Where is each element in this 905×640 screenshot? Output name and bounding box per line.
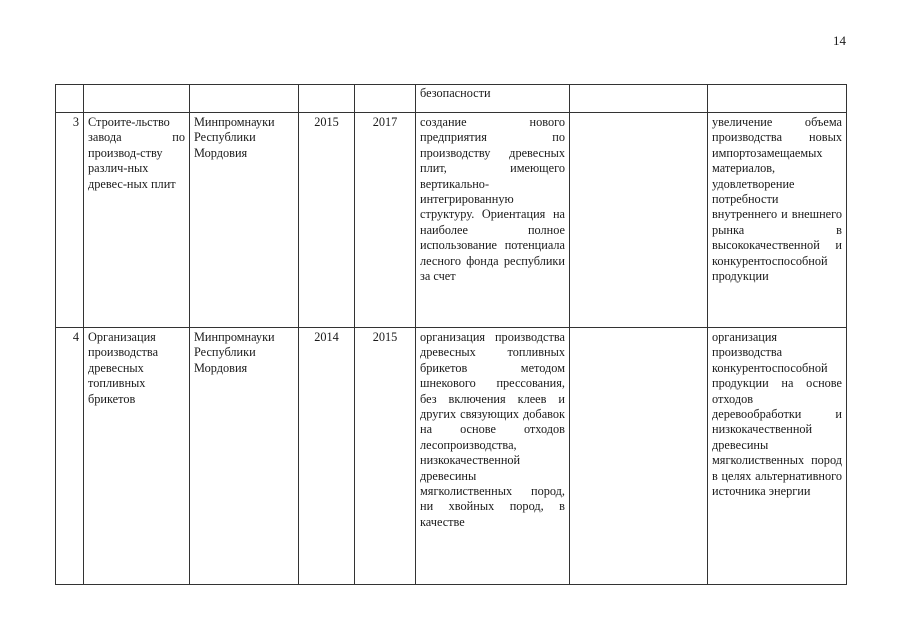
- cell-description: безопасности: [416, 85, 570, 113]
- cell-executor: Минпромнауки Республики Мордовия: [190, 328, 299, 585]
- cell-number: [56, 85, 84, 113]
- cell-description: организация производства древесных топливных брикетов методом шнекового прессования, без включения клеев и других связующих добавок на основе отходов лесопроизводства, низкокачественной древесины мягколиственных пород, ни хвойных пород, в качестве: [416, 328, 570, 585]
- cell-funding: [570, 113, 708, 328]
- table-row: [56, 328, 847, 585]
- cell-event-name: Строите-льство завода по производ-ству различ-ных древес-ных плит: [84, 113, 190, 328]
- cell-event-name: [84, 85, 190, 113]
- cell-result: увеличение объема производства новых импортозамещаемых материалов, удовлетворение потребности внутреннего и внешнего рынка в высококачественной и конкурентоспособной продукции: [708, 113, 847, 328]
- cell-start-year: 2014: [299, 328, 355, 585]
- table-row: [56, 113, 847, 328]
- cell-executor: [190, 85, 299, 113]
- cell-funding: [570, 328, 708, 585]
- cell-executor: Минпромнауки Республики Мордовия: [190, 113, 299, 328]
- cell-event-name: Организация производства древесных топливных брикетов: [84, 328, 190, 585]
- cell-result: [708, 85, 847, 113]
- page-number: 14: [833, 33, 846, 48]
- cell-result: организация производства конкурентоспособной продукции на основе отходов деревообработки и низкокачественной древесины мягколиственных пород в целях альтернативного источника энергии: [708, 328, 847, 585]
- cell-end-year: 2017: [355, 113, 416, 328]
- cell-description: создание нового предприятия по производству древесных плит, имеющего вертикально-интегрированную структуру. Ориентация на наиболее полное использование потенциала лесного фонда республики за счет: [416, 113, 570, 328]
- cell-end-year: [355, 85, 416, 113]
- cell-start-year: [299, 85, 355, 113]
- cell-end-year: 2015: [355, 328, 416, 585]
- cell-number: 4: [56, 328, 84, 585]
- program-table: [55, 84, 847, 585]
- cell-number: 3: [56, 113, 84, 328]
- cell-start-year: 2015: [299, 113, 355, 328]
- cell-funding: [570, 85, 708, 113]
- table-row: [56, 85, 847, 113]
